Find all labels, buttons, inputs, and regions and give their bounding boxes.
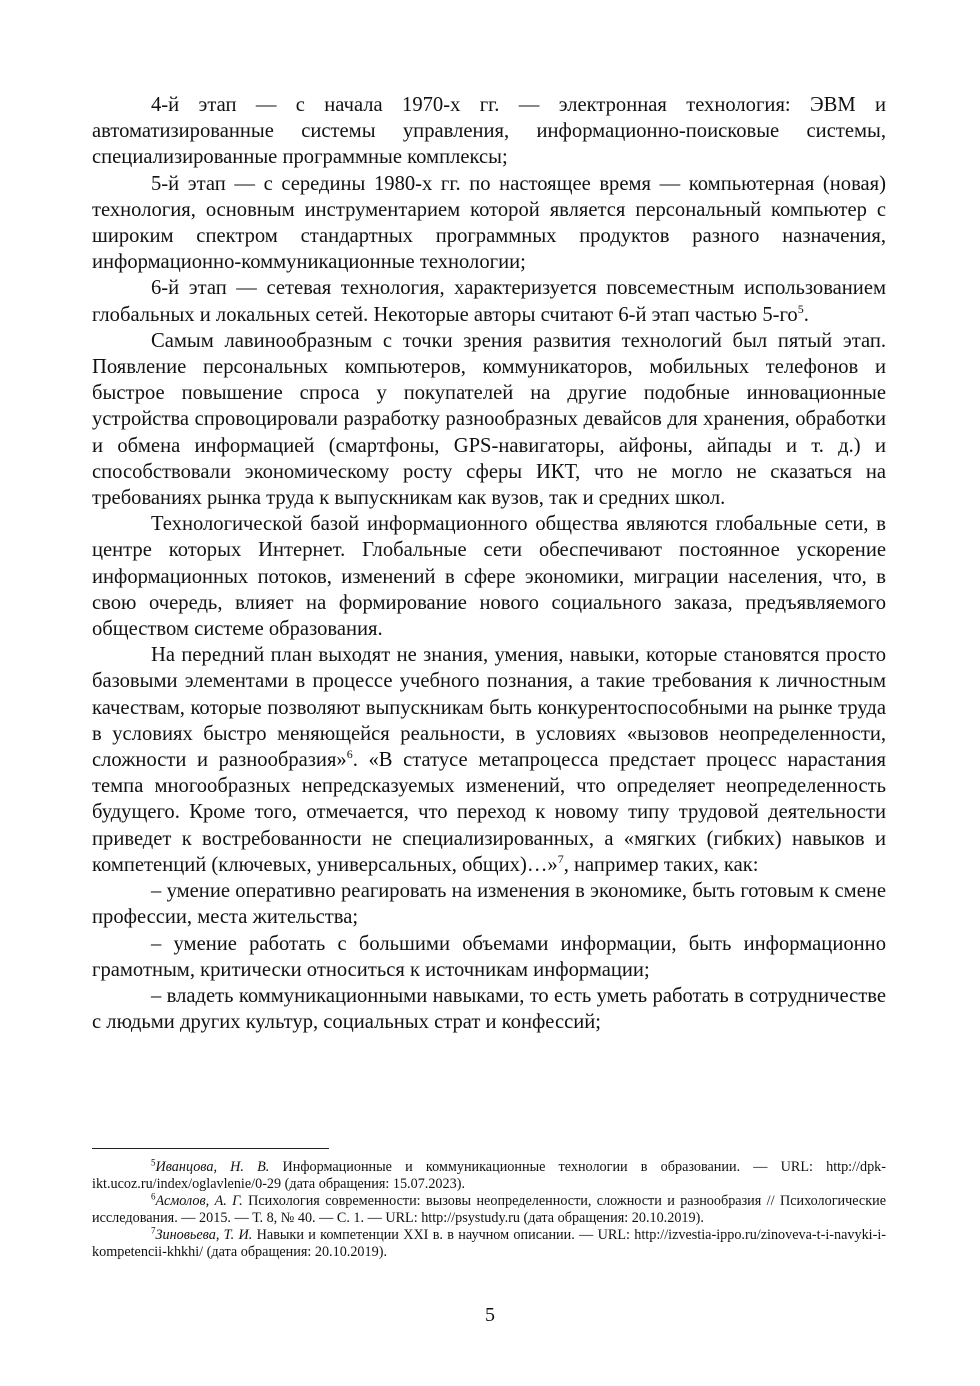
footnote-ref-7[interactable]: 7 <box>557 852 564 867</box>
main-text <box>92 92 886 1035</box>
list-item: – владеть коммуникационными навыками, то есть уметь работать в сотрудничестве с людьми других культур, социальных страт и конфессий; <box>92 984 886 1034</box>
paragraph-information-society: Технологической базой информационного общества являются глобальные сети, в центре которых Интернет. Глобальные сети обеспечивают постоянное ускорение информационных потоков, изменений в сфере экономики, миграции населения, что, в свою очередь, влияет на формирование нового социального заказа, предъявляемого обществом системе образования. <box>92 513 886 641</box>
paragraph-stage-4: 4-й этап — с начала 1970-х гг. — электронная технология: ЭВМ и автоматизированные системы управления, информационно-поисковые системы, специализированные программные комплексы; <box>92 94 886 169</box>
footnote-ref-6[interactable]: 6 <box>346 747 353 762</box>
paragraph-text: , например таких, как: <box>563 853 759 876</box>
footnote-separator <box>92 1148 329 1149</box>
footnote-5 <box>92 1159 886 1193</box>
page-number: 5 <box>485 1304 495 1326</box>
footnote-text: Навыки и компетенции XXI в. в научном описании. — URL: http://izvestia-ippo.ru/zinoveva-t-i-navyki-i-kompetencii-khkhi/ (дата обращения: 20.10.2019). <box>92 1226 886 1260</box>
paragraph-fifth-stage: Самым лавинообразным с точки зрения развития технологий был пятый этап. Появление персональных компьютеров, коммуникаторов, мобильных телефонов и быстрое повышение спроса у покупателей на другие подобные инновационные устройства спровоцировали разработку разнообразных девайсов для хранения, обработки и обмена информацией (смартфоны, GPS-навигаторы, айфоны, айпады и т. д.) и способствовали экономическому росту сферы ИКТ, что не могло не сказаться на требованиях рынка труда к выпускникам как вузов, так и средних школ. <box>92 329 886 510</box>
footnote-number: 7 <box>151 1224 156 1235</box>
footnote-author: Зиновьева, Т. И. <box>155 1226 253 1243</box>
list-item: – умение работать с большими объемами информации, быть информационно грамотным, критически относиться к источникам информации; <box>92 932 886 981</box>
paragraph-stage-5: 5-й этап — с середины 1980-х гг. по настоящее время — компьютерная (новая) технология, основным инструментарием которой является персональный компьютер с широким спектром стандартных программных продуктов разного назначения, информационно-коммуникационные технологии; <box>92 172 886 274</box>
paragraph-text: . «В статусе метапроцесса предстает процесс нарастания темпа многообразных непредсказуемых изменений, что определяет неопределенность будущего. Кроме того, отмечается, что переход к новому типу трудовой деятельности приведет к востребованности не специализированных, а «мягких (гибких) навыков и компетенций (ключевых, универсальных, общих)…» <box>92 749 886 876</box>
paragraph-requirements <box>92 642 886 878</box>
paragraph-text: На передний план выходят не знания, умения, навыки, которые становятся просто базовыми элементами в процессе учебного познания, а такие требования к личностным качествам, которые позволяют выпускникам быть конкурентоспособными на рынке труда в условиях быстро меняющейся реальности, в условиях «вызовов неопределенности, сложности и разнообразия» <box>92 644 886 772</box>
footnote-number: 6 <box>151 1191 156 1202</box>
footnote-number: 5 <box>151 1157 156 1168</box>
footnote-author: Иванцова, Н. В. <box>155 1159 270 1175</box>
footnote-text: Информационные и коммуникационные технологии в образовании. — URL: http://dpk-ikt.ucoz.ru/index/oglavlenie/0-29 (дата обращения: 15.07.2023). <box>92 1159 887 1192</box>
footnote-text: Психология современности: вызовы неопределенности, сложности и разнообразия // Психологические исследования. — 2015. — Т. 8, № 40. — С. 1. — URL: http://psystudy.ru (дата обращения: 20.10.2019). <box>92 1192 886 1226</box>
footnote-7 <box>92 1224 886 1261</box>
paragraph-text: . <box>803 303 809 326</box>
list-item: – умение оперативно реагировать на изменения в экономике, быть готовым к смене профессии, места жительства; <box>92 880 886 929</box>
paragraph-text: 6-й этап — сетевая технология, характеризуется повсеместным использованием глобальных и локальных сетей. Некоторые авторы считают 6-й этап частью 5-го <box>92 277 886 326</box>
paragraph-stage-6 <box>92 275 886 327</box>
footnote-author: Асмолов, А. Г. <box>155 1192 243 1209</box>
footnote-6 <box>92 1193 886 1227</box>
footnotes <box>92 1159 886 1260</box>
footnote-ref-5[interactable]: 5 <box>797 301 804 316</box>
